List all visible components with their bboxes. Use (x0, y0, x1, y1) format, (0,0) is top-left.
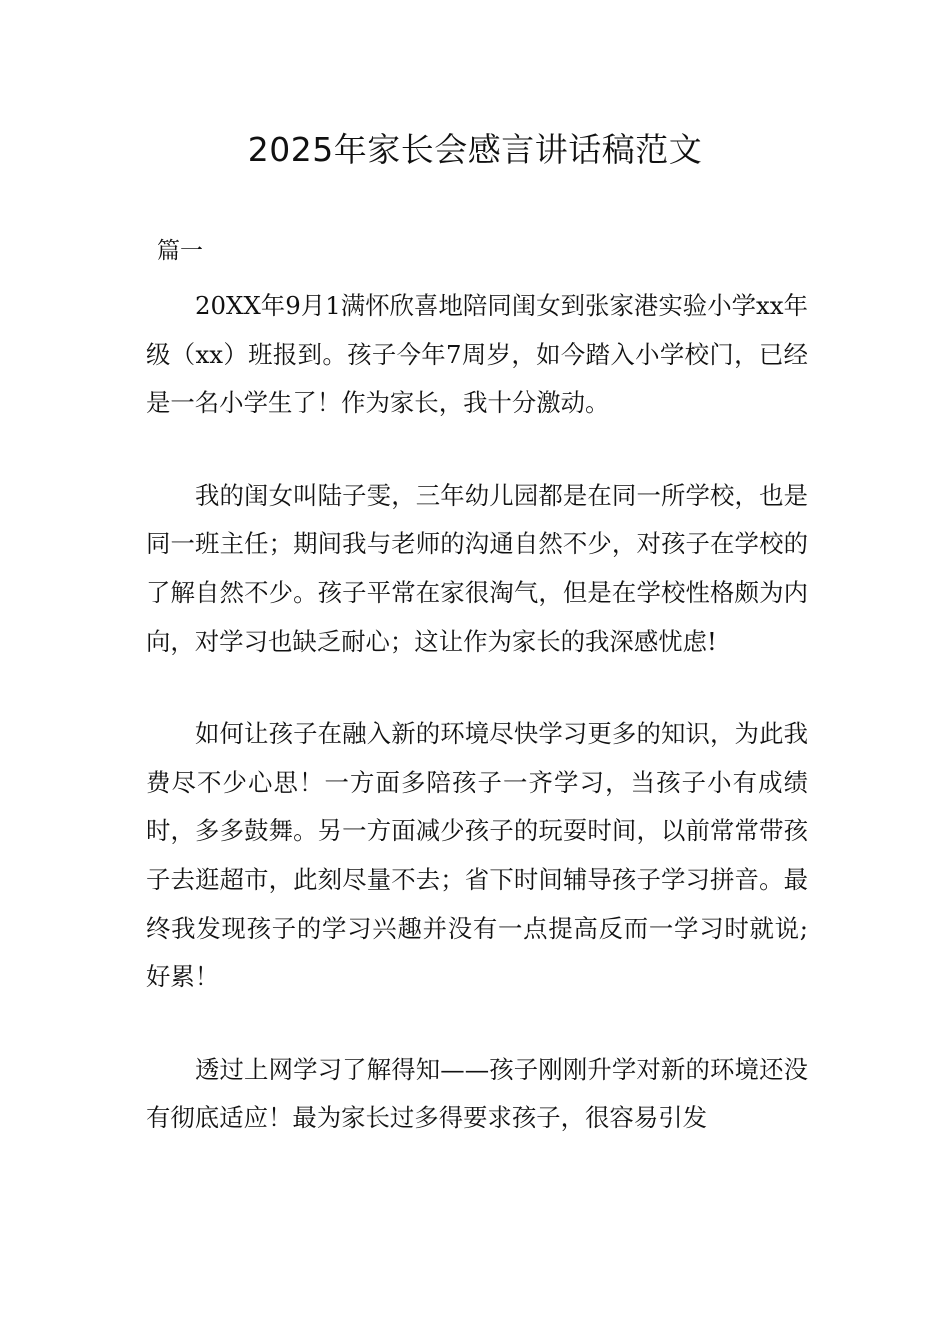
document-body (146, 282, 808, 1187)
paragraph: 透过上网学习了解得知——孩子刚刚升学对新的环境还没有彻底适应！最为家长过多得要求孩子，很容易引发 (146, 1054, 808, 1133)
document-title: 2025年家长会感言讲话稿范文 (247, 130, 703, 169)
paragraph: 如何让孩子在融入新的环境尽快学习更多的知识，为此我费尽不少心思！一方面多陪孩子一齐学习，当孩子小有成绩时，多多鼓舞。另一方面减少孩子的玩耍时间，以前常常带孩子去逛超市，此刻尽量不去；省下时间辅导孩子学习拼音。最终我发现孩子的学习兴趣并没有一点提高反而一学习时就说;好累！ (146, 719, 808, 992)
paragraph: 我的闺女叫陆子雯，三年幼儿园都是在同一所学校，也是同一班主任；期间我与老师的沟通自然不少，对孩子在学校的了解自然不少。孩子平常在家很淘气，但是在学校性格颇为内向，对学习也缺乏耐心；这让作为家长的我深感忧虑! (146, 480, 808, 656)
paragraph: 20XX年9月1满怀欣喜地陪同闺女到张家港实验小学xx年级（xx）班报到。孩子今年7周岁，如今踏入小学校门，已经是一名小学生了！作为家长，我十分激动。 (146, 291, 808, 418)
section-label: 篇一 (157, 238, 203, 264)
